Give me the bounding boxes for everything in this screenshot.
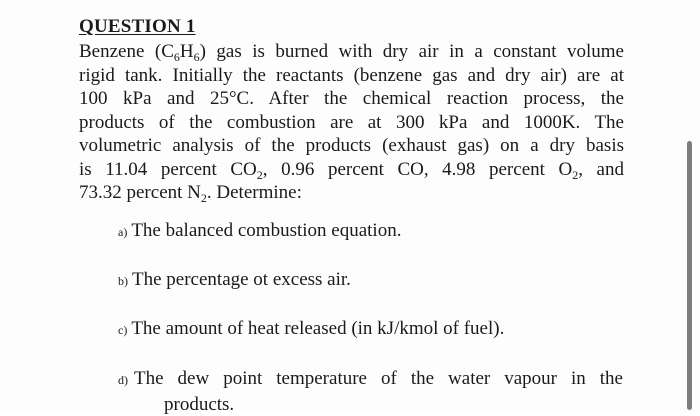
body-line-7: 73.32 percent $N_2$. Determine:: [79, 181, 624, 205]
question-title: QUESTION 1: [79, 16, 196, 38]
item-d: [118, 367, 623, 416]
item-c-marker: c): [118, 323, 127, 338]
body-line-2: rigid tank. Initially the reactants (benzene gas and dry air) are at: [79, 64, 624, 88]
item-a-text: The balanced combustion equation.: [131, 220, 401, 241]
body-line-3: 100 kPa and 25°C. After the chemical reaction process, the: [79, 87, 624, 111]
item-d-text: The dew point temperature of the water vapour in the: [134, 368, 623, 389]
item-d-marker: d): [118, 373, 128, 387]
item-b-text: The percentage ot excess air.: [132, 269, 351, 290]
item-a: [118, 220, 401, 242]
item-b: [118, 269, 351, 291]
item-c-text: The amount of heat released (in kJ/kmol of fuel).: [131, 318, 504, 339]
item-c: [118, 318, 504, 340]
vertical-scrollbar[interactable]: [687, 141, 692, 410]
body-line-6: is 11.04 percent $CO_2$, 0.96 percent CO, 4.98 percent $O_2$, and: [79, 158, 624, 182]
body-line-4: products of the combustion are at 300 kPa and 1000K. The: [79, 111, 624, 135]
item-d-line-2: products.: [118, 393, 623, 416]
body-line-5: volumetric analysis of the products (exhaust gas) on a dry basis: [79, 134, 624, 158]
item-d-line-1: [118, 367, 623, 393]
question-body: [79, 40, 624, 205]
item-b-marker: b): [118, 274, 128, 289]
item-a-marker: a): [118, 225, 127, 240]
body-line-1: Benzene $(C_6H_6)$ gas is burned with dry air in a constant volume: [79, 40, 624, 64]
